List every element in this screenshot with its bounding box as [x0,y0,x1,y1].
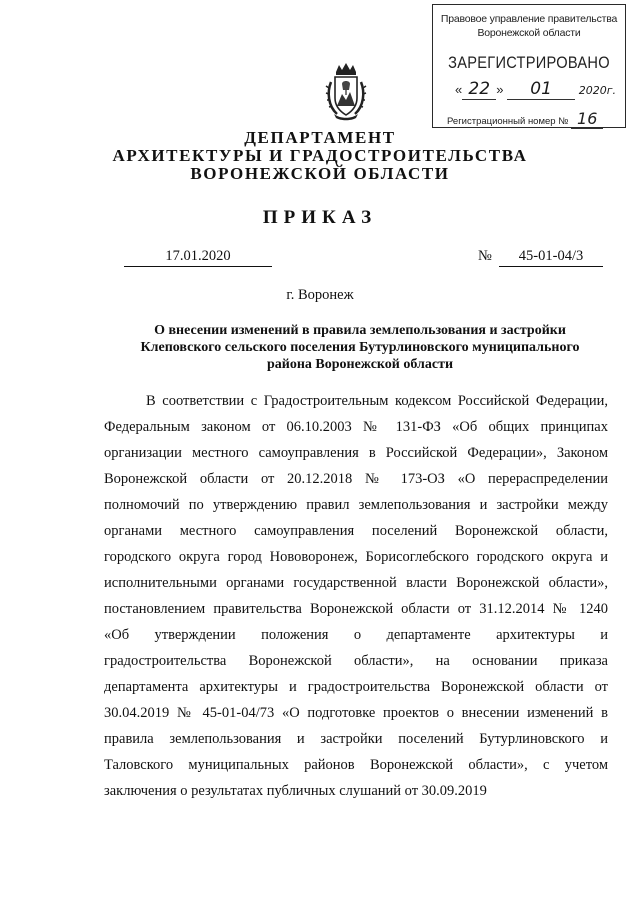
voronezh-coat-of-arms-icon [325,62,367,122]
order-number-label: № [478,248,492,264]
stamp-date [455,79,616,100]
stamp-date-close-quote: » [496,82,504,97]
body-line: департамента архитектуры и градостроительства Воронежской области от [104,679,608,695]
stamp-registered-label: ЗАРЕГИСТРИРОВАНО [448,53,610,72]
body-line: градостроительства Воронежской области», на основании приказа [104,653,608,669]
stamp-authority-line1: Правовое управление правительства [440,13,618,25]
stamp-reg-number-label: Регистрационный номер № [447,116,569,127]
body-line: 30.04.2019 № 45-01-04/73 «О подготовке проектов о внесении изменений в [104,705,608,721]
department-title-line3: ВОРОНЕЖСКОЙ ОБЛАСТИ [190,164,450,183]
body-line: «Об утверждении положения о департаменте архитектуры и [104,627,608,643]
body-line: В соответствии с Градостроительным кодексом Российской Федерации, [146,393,608,409]
body-line: организации местного самоуправления в Российской Федерации», Законом [104,445,608,461]
order-number: 45-01-04/3 [499,248,603,267]
order-date: 17.01.2020 [124,248,272,267]
body-line: правила землепользования и застройки поселений Бутурлиновского и [104,731,608,747]
body-line: исполнительными органами государственной власти Воронежской области», [104,575,608,591]
body-line: заключения о результатах публичных слушаний от 30.09.2019 [104,783,487,799]
body-line: городского округа город Нововоронеж, Борисоглебского городского округа и [104,549,608,565]
stamp-date-month: 01 [530,79,552,99]
stamp-reg-number [447,109,603,128]
stamp-date-day: 22 [468,79,491,99]
order-body [104,388,608,804]
registration-stamp [432,4,626,128]
order-city: г. Воронеж [286,287,354,303]
stamp-authority-line2: Воронежской области [477,27,581,39]
body-line: Таловского муниципальных районов Воронежской области», с учетом [104,757,608,773]
order-subject-line1: О внесении изменений в правила землепользования и застройки [154,323,566,338]
body-line: Федеральным законом от 06.10.2003 № 131-ФЗ «Об общих принципах [104,419,608,435]
stamp-date-open-quote: « [455,82,463,97]
order-subject [100,322,620,373]
department-title-line1: ДЕПАРТАМЕНТ [244,128,396,147]
stamp-date-year: 2020г. [578,84,616,97]
body-line: органами местного самоуправления поселений Воронежской области, [104,523,608,539]
stamp-reg-number-value: 16 [571,109,603,129]
body-line: полномочий по утверждению правил землепользования и застройки между [104,497,608,513]
order-subject-line3: района Воронежской области [266,357,454,372]
order-subject-line2: Клеповского сельского поселения Бутурлиновского муниципального [140,340,580,355]
document-type-title: ПРИКАЗ [262,207,378,228]
body-line: постановлением правительства Воронежской области от 31.12.2014 № 1240 [104,601,608,617]
department-title-line2: АРХИТЕКТУРЫ И ГРАДОСТРОИТЕЛЬСТВА [112,146,528,165]
body-line: Воронежской области от 20.12.2018 № 173-ОЗ «О перераспределении [104,471,608,487]
